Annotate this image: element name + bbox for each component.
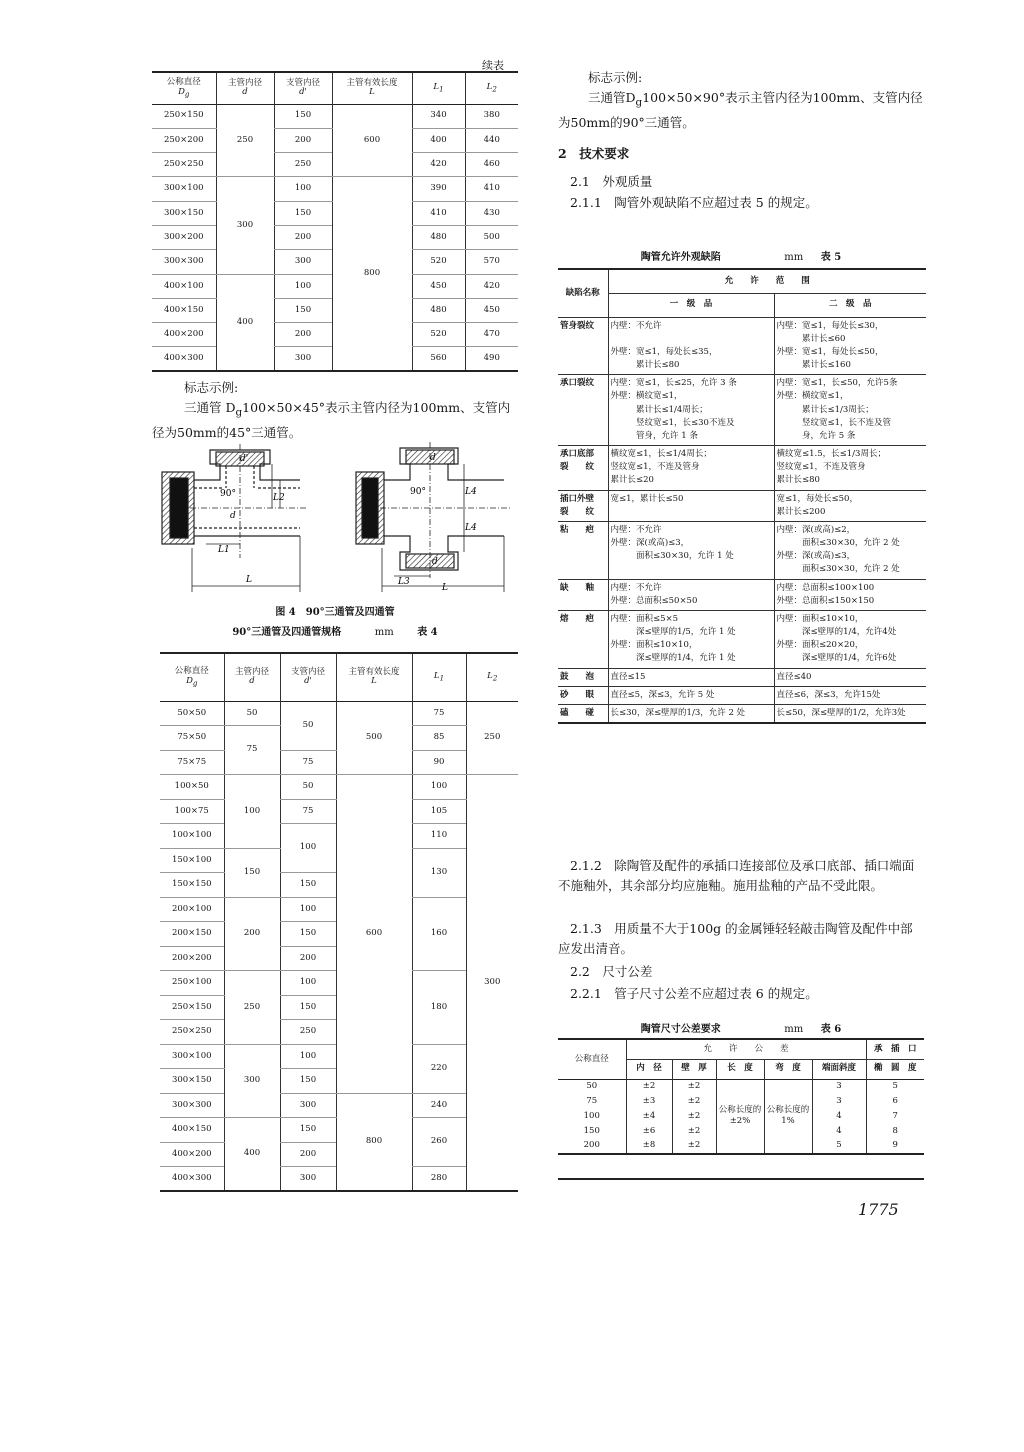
- table-cell: 180: [412, 971, 466, 1045]
- bottom-rule: [558, 1178, 924, 1180]
- defect-name: 磕 碰: [558, 704, 608, 723]
- table6-unit: mm: [784, 1024, 804, 1035]
- table-cell: 100: [280, 897, 336, 922]
- grade1-limit: 内壁：不允许 外壁：宽≤1，每处长≤35， 累计长≤80: [608, 317, 774, 375]
- table-header-cell: 主管内径 d: [224, 653, 280, 701]
- table-cell: ±2: [672, 1139, 716, 1154]
- table-row: [152, 177, 518, 201]
- table-cell: 75: [224, 726, 280, 775]
- table-cell: 240: [412, 1093, 466, 1118]
- table-cell: 250: [274, 153, 332, 177]
- table-cell: 50×50: [160, 701, 224, 726]
- table-cell: 200: [280, 946, 336, 971]
- table5-row: [558, 375, 926, 446]
- table-cell: 300: [274, 347, 332, 371]
- table6: [558, 1038, 924, 1155]
- table-cell: ±2: [672, 1109, 716, 1124]
- table6-title-line: [558, 1020, 924, 1035]
- table-cell: 390: [412, 177, 465, 201]
- mark-example-right: [558, 68, 924, 133]
- table-cell: 160: [412, 897, 466, 971]
- table-cell: 150: [274, 201, 332, 225]
- table6-subheader: 端面斜度: [812, 1059, 866, 1079]
- grade2-limit: 内壁：面积≤10×10， 深≤壁厚的1/4，允许4处 外壁：面积≤20×20， 深≤壁厚的1/4，允许6处: [774, 610, 926, 668]
- table-cell: ±3: [626, 1094, 672, 1109]
- grade2-limit: 直径≤40: [774, 668, 926, 686]
- table5-row: [558, 668, 926, 686]
- continued-table: [152, 71, 518, 372]
- grade1-limit: 内壁：面积≤5×5 深≤壁厚的1/5，允许 1 处 外壁：面积≤10×10， 深≤壁厚的1/4，允许 1 处: [608, 610, 774, 668]
- table5-row: [558, 610, 926, 668]
- table-cell: 300: [466, 775, 518, 1192]
- table-cell: 100: [280, 1044, 336, 1069]
- table-cell: 100×75: [160, 799, 224, 824]
- table-cell: 7: [866, 1109, 924, 1124]
- table6-subheader: 长 度: [716, 1059, 764, 1079]
- table-header-cell: $L_2$: [466, 653, 518, 701]
- table-cell: 300: [224, 1044, 280, 1118]
- table-cell: 400×200: [160, 1142, 224, 1167]
- table-cell: 100: [224, 775, 280, 849]
- table-cell: 490: [465, 347, 518, 371]
- table-cell: 410: [465, 177, 518, 201]
- table5-row: [558, 317, 926, 375]
- table-cell: 250×150: [160, 995, 224, 1020]
- table5-header-name: 缺陷名称: [558, 269, 608, 317]
- grade1-limit: 长≤30，深≤壁厚的1/3，允许 2 处: [608, 704, 774, 723]
- table5-header-grade1: 一 级 品: [608, 293, 774, 317]
- table5: [558, 268, 926, 724]
- table-cell: 150: [274, 298, 332, 322]
- grade1-limit: 内壁：不允许 外壁：总面积≤50×50: [608, 579, 774, 610]
- grade2-limit: 内壁：宽≤1，每处长≤30， 累计长≤60 外壁：宽≤1，每处长≤50， 累计长≤160: [774, 317, 926, 375]
- defect-name: 承口底部 裂 纹: [558, 446, 608, 491]
- grade2-limit: 宽≤1，每处长≤50， 累计长≤200: [774, 490, 926, 521]
- table-cell: 50: [586, 1081, 598, 1092]
- L-label-cross: L: [442, 583, 448, 593]
- table-cell: 100: [274, 274, 332, 298]
- table5-title: 陶管允许外观缺陷: [640, 252, 721, 263]
- figure-4: [160, 440, 512, 598]
- table6-subheader: 内 径: [626, 1059, 672, 1079]
- table-header-cell: $L_2$: [465, 72, 518, 104]
- table-cell: 600: [332, 104, 412, 177]
- table-header-cell: 公称直径 $D_g$: [166, 77, 201, 99]
- table4-unit: mm: [374, 627, 394, 638]
- table-cell: 200×100: [160, 897, 224, 922]
- table-cell: 420: [465, 274, 518, 298]
- angle-label-tee: 90°: [220, 489, 236, 499]
- table-cell: 250: [466, 701, 518, 775]
- section-2-2-heading: 2.2 尺寸公差: [570, 964, 653, 979]
- table-cell: 400×300: [160, 1167, 224, 1192]
- table-cell: 300×150: [160, 1069, 224, 1094]
- table-cell: 130: [412, 848, 466, 897]
- table-cell: 250: [216, 104, 274, 177]
- table-cell: 110: [412, 824, 466, 849]
- table-header-cell: $L_1$: [412, 653, 466, 701]
- table4-number: 表 4: [417, 627, 438, 638]
- table-cell: 250×250: [152, 153, 216, 177]
- figure-caption: 图 4 90°三通管及四通管: [275, 607, 395, 618]
- table-cell: 100×50: [160, 775, 224, 800]
- grade1-limit: 直径≤5，深≤3，允许 5 处: [608, 686, 774, 704]
- dp-label-tee: d': [240, 454, 249, 464]
- table-cell: 250×150: [152, 104, 216, 128]
- table-cell: ±8: [626, 1139, 672, 1154]
- section-2-2-1: 2.2.1 管子尺寸公差不应超过表 6 的规定。: [570, 986, 818, 1001]
- table-cell: 150: [280, 995, 336, 1020]
- table-cell: 3: [812, 1079, 866, 1094]
- table-cell: ±6: [626, 1124, 672, 1139]
- table-cell: 250×200: [152, 128, 216, 152]
- table6-subheader: 壁 厚: [672, 1059, 716, 1079]
- table-row: [160, 775, 518, 800]
- defect-name: 粘 疤: [558, 521, 608, 579]
- table-cell: 570: [465, 250, 518, 274]
- table5-row: [558, 704, 926, 723]
- table-cell: 9: [866, 1139, 924, 1154]
- table-cell: 300: [216, 177, 274, 274]
- table6-header-tolerance: 允 许 公 差: [626, 1039, 866, 1059]
- table-cell: 105: [412, 799, 466, 824]
- table-row: [160, 1093, 518, 1118]
- table5-header-range: 允 许 范 围: [608, 269, 926, 293]
- table-cell: 100: [412, 775, 466, 800]
- table-cell: 340: [412, 104, 465, 128]
- table-cell: 5: [866, 1079, 924, 1094]
- table-cell: 4: [812, 1109, 866, 1124]
- table5-header-grade2: 二 级 品: [774, 293, 926, 317]
- table-header-cell: 公称直径 $D_g$: [174, 666, 209, 688]
- table-cell: 50: [280, 701, 336, 750]
- defect-name: 插口外壁 裂 纹: [558, 490, 608, 521]
- table-header-cell: 支管内径 d': [280, 653, 336, 701]
- defect-name: 承口裂纹: [558, 375, 608, 446]
- table-cell: 430: [465, 201, 518, 225]
- table-cell: 400×150: [160, 1118, 224, 1143]
- L4-label-cross-2: L4: [465, 523, 477, 533]
- L1-label-tee: L1: [218, 545, 230, 555]
- section-2-heading: 2 技术要求: [558, 146, 630, 161]
- table-cell: 220: [412, 1044, 466, 1093]
- grade1-limit: 横纹宽≤1，长≤1/4周长； 竖纹宽≤1，不连及管身 累计长≤20: [608, 446, 774, 491]
- table-cell: 200: [274, 128, 332, 152]
- table-cell: 280: [412, 1167, 466, 1192]
- table-header-cell: 支管内径 d': [274, 72, 332, 104]
- table-cell: 200×150: [160, 922, 224, 947]
- L-label-tee: L: [246, 575, 252, 585]
- table-cell: 75: [586, 1095, 598, 1106]
- table-cell: 520: [412, 323, 465, 347]
- table-cell: 75×50: [160, 726, 224, 751]
- table-cell: 150×150: [160, 873, 224, 898]
- table-cell: 300×100: [152, 177, 216, 201]
- L4-label-cross: L4: [465, 487, 477, 497]
- table5-title-line: [558, 248, 924, 263]
- table-cell: 410: [412, 201, 465, 225]
- grade2-limit: 长≤50，深≤壁厚的1/2，允许3处: [774, 704, 926, 723]
- table-cell: 400×100: [152, 274, 216, 298]
- defect-name: 砂 眼: [558, 686, 608, 704]
- table-cell: 250×100: [160, 971, 224, 996]
- table-cell: 200×200: [160, 946, 224, 971]
- table5-row: [558, 490, 926, 521]
- table-cell: 90: [412, 750, 466, 775]
- table-cell: 公称长度的1%: [764, 1079, 812, 1154]
- table4-title-line: [152, 623, 518, 638]
- page-number: 1775: [858, 1200, 899, 1219]
- table-cell: 480: [412, 225, 465, 249]
- tee-cross-drawing: [160, 440, 512, 598]
- table-cell: 150: [280, 922, 336, 947]
- d-label-cross-bottom: d: [432, 557, 438, 567]
- table-cell: 6: [866, 1094, 924, 1109]
- table-cell: 470: [465, 323, 518, 347]
- table6-title: 陶管尺寸公差要求: [640, 1024, 721, 1035]
- grade2-limit: 横纹宽≤1.5，长≤1/3周长； 竖纹宽≤1，不连及管身 累计长≤80: [774, 446, 926, 491]
- grade2-limit: 内壁：深(或高)≤2， 面积≤30×30，允许 2 处 外壁：深(或高)≤3， 面积≤30×30，允许 2 处: [774, 521, 926, 579]
- defect-name: 熔 疤: [558, 610, 608, 668]
- table-cell: 150: [280, 873, 336, 898]
- d-label-cross-top: d: [430, 453, 436, 463]
- table-cell: 600: [336, 775, 412, 1094]
- table-row: [152, 104, 518, 128]
- table5-unit: mm: [784, 252, 804, 263]
- table-cell: 200: [583, 1140, 600, 1151]
- section-2-1-heading: 2.1 外观质量: [570, 174, 653, 189]
- table6-header-dn: 公称直径: [574, 1053, 609, 1064]
- grade1-limit: 内壁：宽≤1，长≤25，允许 3 条 外壁：横纹宽≤1， 累计长≤1/4周长； 竖纹宽≤1，长≤30不连及 管身，允许 1 条: [608, 375, 774, 446]
- angle-label-cross: 90°: [410, 487, 426, 497]
- defect-name: 鼓 泡: [558, 668, 608, 686]
- table-cell: 150×100: [160, 848, 224, 873]
- table-cell: 75: [280, 799, 336, 824]
- table-cell: 85: [412, 726, 466, 751]
- table-cell: 440: [465, 128, 518, 152]
- table-cell: 150: [274, 104, 332, 128]
- table-cell: 300×200: [152, 225, 216, 249]
- L2-label-tee: L2: [273, 493, 285, 503]
- grade1-limit: 内壁：不允许 外壁：深(或高)≤3， 面积≤30×30，允许 1 处: [608, 521, 774, 579]
- table-cell: 3: [812, 1094, 866, 1109]
- table6-number: 表 6: [820, 1024, 842, 1035]
- table-cell: 500: [336, 701, 412, 775]
- table-cell: 100: [274, 177, 332, 201]
- para-2-1-2: 2.1.2 除陶管及配件的承插口连接部位及承口底部、插口端面不施釉外，其余部分均应施釉。施用盐釉的产品不受此限。: [558, 858, 915, 893]
- table-cell: 300: [274, 250, 332, 274]
- mark-example-right-title: 标志示例:: [588, 70, 643, 85]
- table-cell: 380: [465, 104, 518, 128]
- table6-header-socket: 承 插 口: [866, 1039, 924, 1059]
- table-cell: 150: [280, 1118, 336, 1143]
- table-cell: 200: [274, 225, 332, 249]
- cross-pipe: [356, 442, 510, 592]
- table5-row: [558, 686, 926, 704]
- table5-row: [558, 521, 926, 579]
- table-cell: 150: [583, 1125, 600, 1136]
- table-cell: 300×300: [160, 1093, 224, 1118]
- table-cell: ±2: [626, 1079, 672, 1094]
- table-cell: 公称长度的±2%: [716, 1079, 764, 1154]
- table-cell: 250: [224, 971, 280, 1045]
- table-cell: 300: [280, 1167, 336, 1192]
- table-cell: 560: [412, 347, 465, 371]
- table-cell: 400: [224, 1118, 280, 1192]
- section-2-1-1: 2.1.1 陶管外观缺陷不应超过表 5 的规定。: [570, 195, 818, 210]
- table-cell: 800: [336, 1093, 412, 1191]
- table-cell: 300×150: [152, 201, 216, 225]
- table-cell: 50: [224, 701, 280, 726]
- mark-example-text: 三通管 $D_g100\times 50\times 45^\circ$表示主管内径为100mm、支管内径为50mm的45°三通管。: [152, 400, 511, 440]
- table-cell: 520: [412, 250, 465, 274]
- table-header-cell: 主管有效长度 L: [336, 653, 412, 701]
- table-cell: 300×100: [160, 1044, 224, 1069]
- table4: [160, 652, 518, 1192]
- table-header-cell: $L_1$: [412, 72, 465, 104]
- table-header-cell: 主管内径 d: [216, 72, 274, 104]
- table-header-cell: 主管有效长度 L: [332, 72, 412, 104]
- grade1-limit: 直径≤15: [608, 668, 774, 686]
- table-cell: 260: [412, 1118, 466, 1167]
- table-cell: 4: [812, 1124, 866, 1139]
- table-cell: 150: [280, 1069, 336, 1094]
- table-cell: 100: [583, 1110, 600, 1121]
- table-cell: 800: [332, 177, 412, 371]
- table-cell: 400: [412, 128, 465, 152]
- table6-subheader: 弯 度: [764, 1059, 812, 1079]
- table-cell: 400×200: [152, 323, 216, 347]
- table-cell: 480: [412, 298, 465, 322]
- grade1-limit: 宽≤1，累计长≤50: [608, 490, 774, 521]
- table-cell: ±2: [672, 1094, 716, 1109]
- table-cell: 250×250: [160, 1020, 224, 1045]
- para-2-1-3: 2.1.3 用质量不大于100g 的金属锤轻轻敲击陶管及配件中部应发出清音。: [558, 921, 913, 956]
- table-cell: 300: [280, 1093, 336, 1118]
- table-cell: 400: [216, 274, 274, 371]
- table-cell: ±2: [672, 1079, 716, 1094]
- table-cell: 200: [274, 323, 332, 347]
- table-cell: 460: [465, 153, 518, 177]
- table5-row: [558, 446, 926, 491]
- table-cell: 100×100: [160, 824, 224, 849]
- table6-row: [558, 1079, 924, 1094]
- grade2-limit: 内壁：总面积≤100×100 外壁：总面积≤150×150: [774, 579, 926, 610]
- table-cell: 8: [866, 1124, 924, 1139]
- table-cell: 5: [812, 1139, 866, 1154]
- table5-row: [558, 579, 926, 610]
- table4-title: 90°三通管及四通管规格: [232, 627, 342, 638]
- table-cell: 200: [280, 1142, 336, 1167]
- defect-name: 管身裂纹: [558, 317, 608, 375]
- table-cell: 200: [224, 897, 280, 971]
- table-cell: ±2: [672, 1124, 716, 1139]
- table-cell: 50: [280, 775, 336, 800]
- table-cell: 400×150: [152, 298, 216, 322]
- defect-name: 缺 釉: [558, 579, 608, 610]
- mark-example-title: 标志示例:: [184, 380, 239, 395]
- table-cell: 250: [280, 1020, 336, 1045]
- L3-label-cross: L3: [398, 577, 410, 587]
- grade2-limit: 直径≤6，深≤3，允许15处: [774, 686, 926, 704]
- continued-label: 续表: [482, 59, 504, 72]
- mark-example-left: [152, 378, 518, 443]
- table-cell: ±4: [626, 1109, 672, 1124]
- table-cell: 420: [412, 153, 465, 177]
- table-row: [160, 701, 518, 726]
- d-label-tee: d: [230, 511, 236, 521]
- mark-example-right-text: 三通管$D_g100\times 50\times 90^\circ$表示主管内径为100mm、支管内径为50mm的90°三通管。: [558, 90, 923, 130]
- table-cell: 450: [412, 274, 465, 298]
- table-cell: 450: [465, 298, 518, 322]
- table-cell: 100: [280, 824, 336, 873]
- table-cell: 500: [465, 225, 518, 249]
- grade2-limit: 内壁：宽≤1，长≤50，允许5条 外壁：横纹宽≤1， 累计长≤1/3周长； 竖纹宽≤1，长不连及管 身，允许 5 条: [774, 375, 926, 446]
- table6-subheader: 椭 圆 度: [866, 1059, 924, 1079]
- table-cell: 100: [280, 971, 336, 996]
- table-cell: 150: [224, 848, 280, 897]
- table-cell: 75: [412, 701, 466, 726]
- table5-number: 表 5: [820, 252, 842, 263]
- table-cell: 75×75: [160, 750, 224, 775]
- table-cell: 300×300: [152, 250, 216, 274]
- table-cell: 75: [280, 750, 336, 775]
- table-cell: 400×300: [152, 347, 216, 371]
